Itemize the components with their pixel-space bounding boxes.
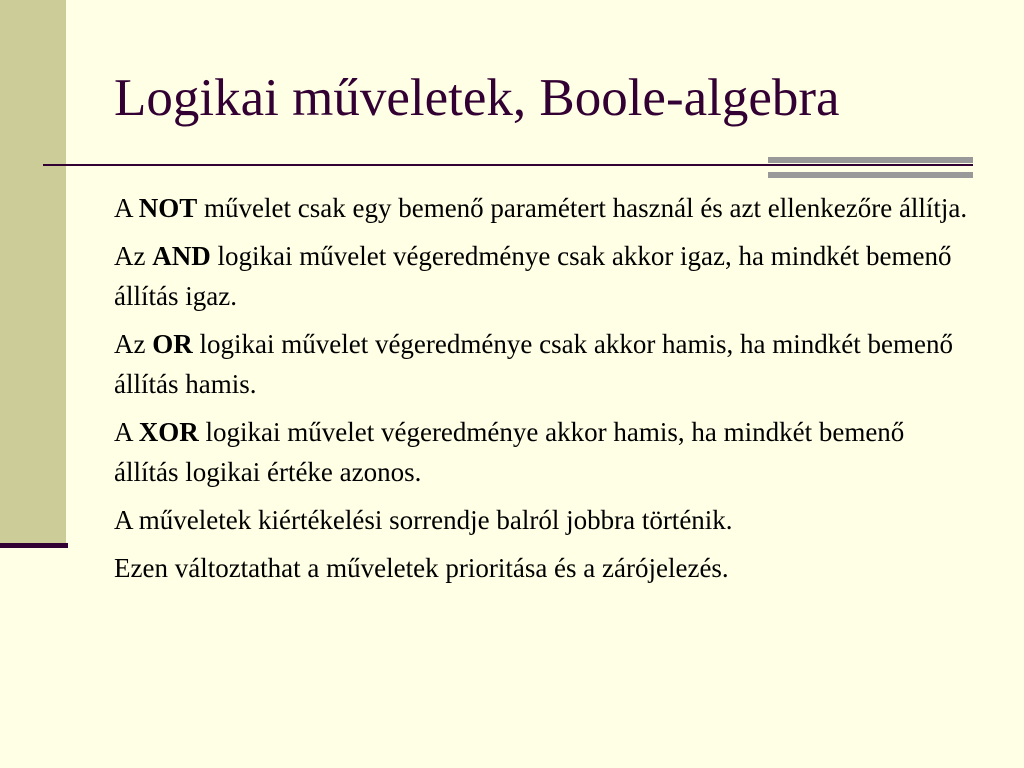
bullet-lead: Az	[114, 241, 153, 271]
title-divider-rule	[43, 164, 973, 166]
bullet-lead: A	[114, 417, 139, 447]
bullet-not	[114, 188, 974, 228]
title-accent-bar-bottom	[768, 172, 973, 178]
bullet-lead: Az	[114, 329, 153, 359]
bullet-text: művelet csak egy bemenő paramétert használ és azt ellenkezőre állítja.	[197, 193, 968, 223]
left-decorative-bar	[0, 543, 68, 548]
bullet-lead: A	[114, 193, 139, 223]
bullet-text: logikai művelet végeredménye csak akkor igaz, ha mindkét bemenő állítás igaz.	[114, 241, 952, 311]
bullet-text: logikai művelet végeredménye csak akkor hamis, ha mindkét bemenő állítás hamis.	[114, 329, 953, 399]
bullet-text: logikai művelet végeredménye akkor hamis, ha mindkét bemenő állítás logikai értéke azonos.	[114, 417, 905, 487]
bullet-evaluation-order: A műveletek kiértékelési sorrendje balról jobbra történik.	[114, 505, 733, 535]
bullet-or	[114, 324, 974, 404]
bullet-term: NOT	[138, 193, 198, 223]
slide-body	[114, 188, 974, 596]
bullet-term: AND	[152, 241, 211, 271]
bullet-xor	[114, 412, 974, 492]
bullet-and	[114, 236, 974, 316]
bullet-priority: Ezen változtathat a műveletek prioritása és a zárójelezés.	[114, 553, 729, 583]
bullet-term: OR	[152, 329, 193, 359]
slide-title: Logikai műveletek, Boole-algebra	[114, 69, 840, 127]
title-accent-bar-top	[768, 157, 973, 163]
left-decorative-band	[0, 0, 66, 543]
bullet-term: XOR	[138, 417, 199, 447]
